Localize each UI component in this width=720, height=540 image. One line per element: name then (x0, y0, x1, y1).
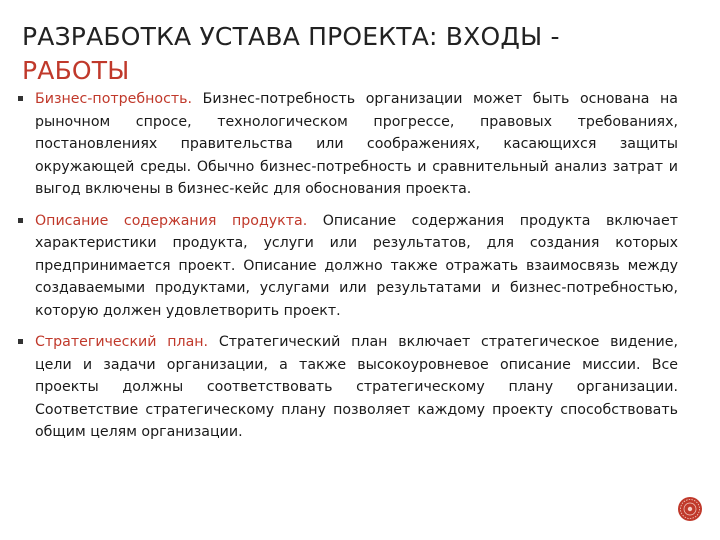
bullet-paragraph (35, 331, 678, 444)
bullet-item-strategic-plan (18, 331, 678, 444)
bullet-text: Описание содержания продукта включает характеристики продукта, услуги или результатов, для создания которых предпринимается проект. Описание должно также отражать взаимосвязь между создаваемыми продуктами, услугами или результатами и бизнес-потребностью, которую должен удовлетворить проект. (35, 212, 678, 319)
bullet-text: Бизнес-потребность организации может быть основана на рыночном спросе, технологическом прогрессе, правовых требованиях, постановлениях правительства или соображениях, касающихся защиты окружающей среды. Обычно бизнес-потребность и сравнительный анализ затрат и выгод включены в бизнес-кейс для обоснования проекта. (35, 91, 678, 197)
bullet-lead: Бизнес-потребность. (35, 91, 193, 107)
bullet-paragraph (35, 210, 678, 323)
slide-title (22, 20, 692, 88)
bullet-text: Стратегический план включает стратегическое видение, цели и задачи организации, а также высокоуровневое описание миссии. Все проекты должны соответствовать стратегическому плану организации. Соответствие стратегическому плану позволяет каждому проекту способствовать общим целям организации. (35, 334, 678, 440)
bullet-item-business-need (18, 88, 678, 201)
bullet-list (18, 88, 678, 453)
bullet-lead: Стратегический план. (35, 334, 209, 350)
slide-title-main: РАЗРАБОТКА УСТАВА ПРОЕКТА: ВХОДЫ - (22, 22, 560, 51)
square-bullet-icon (18, 96, 23, 101)
square-bullet-icon (18, 339, 23, 344)
bullet-lead: Описание содержания продукта. (35, 212, 308, 229)
slide-title-accent: РАБОТЫ (22, 56, 130, 85)
bullet-item-product-scope (18, 210, 678, 323)
square-bullet-icon (18, 218, 23, 223)
ornamental-seal-icon (677, 496, 703, 522)
bullet-paragraph (35, 88, 678, 201)
